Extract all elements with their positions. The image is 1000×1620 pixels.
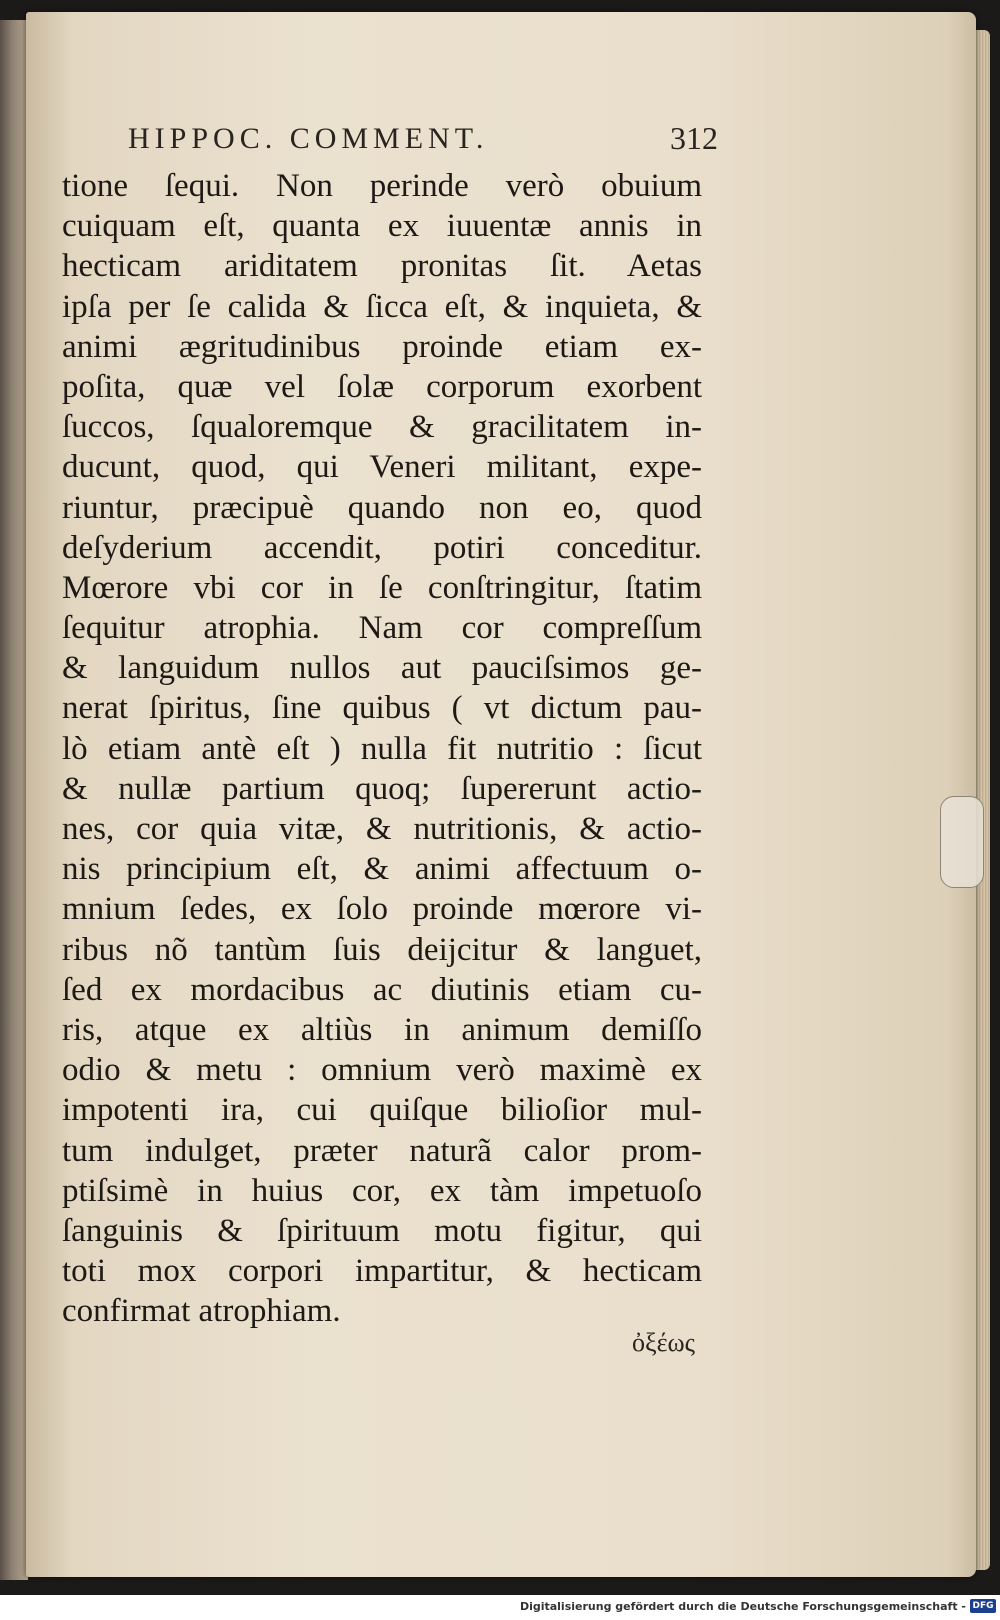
text-line: impotenti ira, cui quiſque bilioſior mul- [62,1092,702,1129]
text-line: mnium ſedes, ex ſolo proinde mœrore vi- [62,891,702,928]
text-line: & nullæ partium quoq; ſupererunt actio- [62,770,702,807]
page-tab-marker [940,796,984,888]
text-line: ducunt, quod, qui Veneri militant, expe- [62,449,702,486]
text-line: ipſa per ſe calida & ſicca eſt, & inquieta, & [62,288,702,325]
text-line: Mœrore vbi cor in ſe conſtringitur, ſtatim [62,569,702,606]
left-page-edge [0,20,28,1580]
page-header [128,120,728,164]
text-line: odio & metu : omnium verò maximè ex [62,1052,702,1089]
text-line: confirmat atrophiam. [62,1293,341,1330]
text-line: poſita, quæ vel ſolæ corporum exorbent [62,368,702,405]
text-line: ribus nõ tantùm ſuis deijcitur & languet, [62,931,702,968]
text-line: nes, cor quia vitæ, & nutritionis, & actio- [62,811,702,847]
dfg-logo: DFG [970,1599,996,1613]
text-line: ris, atque ex altiùs in animum demiſſo [62,1011,702,1048]
text-line: animi ægritudinibus proinde etiam ex- [62,328,702,365]
text-line: ſanguinis & ſpirituum motu figitur, qui [62,1212,702,1249]
text-line: nis principium eſt, & animi affectuum o- [62,851,702,888]
catchword: ὀξέως [632,1328,695,1357]
text-line: & languidum nullos aut pauciſsimos ge- [62,650,702,687]
text-line: deſyderium accendit, potiri conceditur. [62,529,702,566]
text-line: toti mox corpori impartitur, & hecticam [62,1253,702,1290]
text-line: ſuccos, ſqualoremque & gracilitatem in- [62,409,702,446]
body-text [62,166,702,1331]
text-line: tum indulget, præter naturã calor prom- [62,1132,702,1169]
text-line: ſequitur atrophia. Nam cor compreſſum [62,610,702,647]
text-line: nerat ſpiritus, ſine quibus ( vt dictum pau- [62,690,702,727]
page-number: 312 [670,120,718,156]
funding-credit: Digitalisierung gefördert durch die Deutsche Forschungsgemeinschaft - [519,1600,966,1613]
text-line: riuntur, præcipuè quando non eo, quod [62,489,702,526]
text-line: hecticam ariditatem pronitas ſit. Aetas [62,248,702,285]
running-head: HIPPOC. COMMENT. [128,122,489,155]
text-line: ſed ex mordacibus ac diutinis etiam cu- [62,971,702,1008]
text-line: tione ſequi. Non perinde verò obuium [62,168,702,204]
text-line: ptiſsimè in huius cor, ex tàm impetuoſo [62,1172,702,1209]
text-line: cuiquam eſt, quanta ex iuuentæ annis in [62,208,702,245]
text-line: lò etiam antè eſt ) nulla fit nutritio : ſicut [62,730,702,767]
